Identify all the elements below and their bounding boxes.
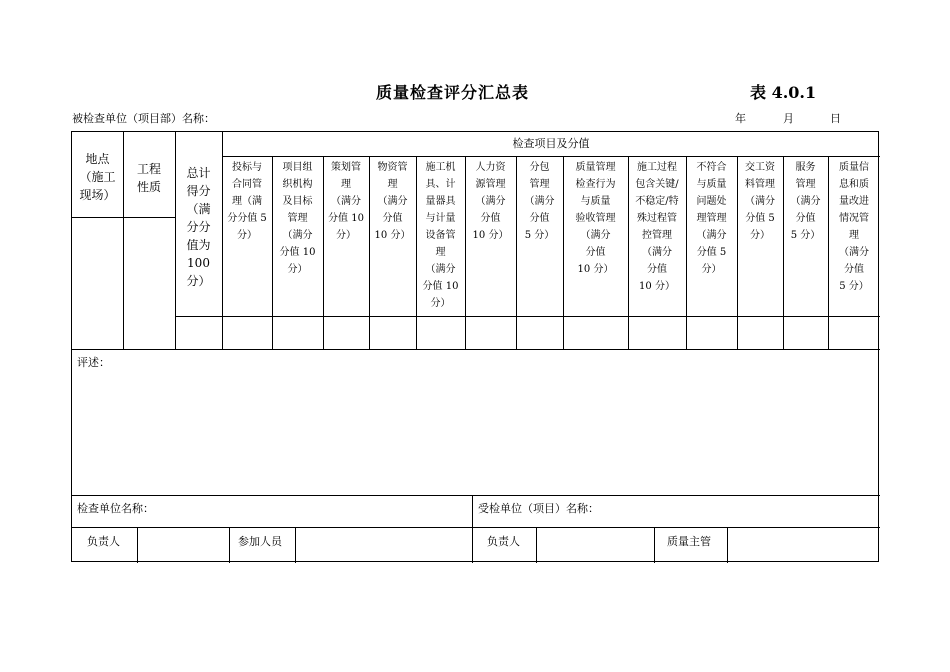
inspector-unit-label: 检查单位名称：	[77, 502, 154, 515]
rule-data-bottom	[72, 349, 880, 350]
comment-label: 评述：	[77, 356, 110, 369]
inspected-person-in-charge-label: 负责人	[487, 535, 520, 548]
nature-header: 工程 性质	[136, 162, 161, 194]
item-header-subcontract: 分包 管理 （满分 分值 5 分）	[524, 162, 555, 241]
item-header-quality-inspection: 质量管理 检查行为 与质量 验收管理 （满分 分值 10 分）	[575, 162, 616, 275]
quality-supervisor-label: 质量主管	[667, 535, 711, 548]
rule-unit-bottom	[72, 527, 880, 528]
item-header-equipment: 施工机 具、计 量器具 与计量 设备管 理 （满分 分值 10 分）	[422, 162, 459, 309]
rule-items-group	[222, 156, 880, 157]
participants-label: 参加人员	[238, 535, 282, 548]
table-number: 表 4.0.1	[750, 83, 817, 102]
item-header-organization: 项目组 织机构 及目标 管理 （满分 分值 10 分）	[279, 162, 316, 275]
day-label: 日	[830, 112, 841, 125]
item-header-planning: 策划管 理 （满分 分值 10 分）	[328, 162, 364, 241]
page-title: 质量检查评分汇总表	[376, 83, 530, 102]
location-header: 地点 （施工 现场）	[79, 152, 116, 202]
item-header-nonconformity: 不符合 与质量 问题处 理管理 （满分 分值 5 分）	[696, 162, 727, 275]
person-in-charge-label: 负责人	[87, 535, 120, 548]
item-header-quality-improvement: 质量信 息和质 量改进 情况管 理 （满分 分值 5 分）	[839, 162, 869, 292]
rule-header-bottom	[175, 316, 880, 317]
items-group-header: 检查项目及分值	[512, 137, 590, 150]
item-header-service: 服务 管理 （满分 分值 5 分）	[790, 162, 821, 241]
col-line	[295, 527, 296, 563]
quality-summary-table	[71, 131, 879, 562]
item-header-handover-docs: 交工资 料管理 （满分 分值 5 分）	[745, 162, 775, 241]
col-line	[229, 527, 230, 563]
col-line	[727, 527, 728, 563]
item-header-materials: 物资管 理 （满分 分值 10 分）	[374, 162, 411, 241]
col-line	[472, 495, 473, 563]
item-header-bidding: 投标与 合同管 理（满 分分值 5 分）	[227, 162, 267, 241]
total-score-header: 总计 得分 （满 分分 值为 100 分）	[186, 166, 211, 288]
month-label: 月	[783, 112, 794, 125]
year-label: 年	[735, 112, 746, 125]
col-line	[137, 527, 138, 563]
col-line	[654, 527, 655, 563]
inspected-project-label: 受检单位（项目）名称：	[478, 502, 599, 515]
rule-comment-bottom	[72, 495, 880, 496]
col-line	[536, 527, 537, 563]
inspected-unit-label: 被检查单位（项目部）名称：	[72, 112, 215, 125]
item-header-hr: 人力资 源管理 （满分 分值 10 分）	[472, 162, 509, 241]
item-header-process-control: 施工过程 包含关键/ 不稳定/特 殊过程管 控管理 （满分 分值 10 分）	[635, 162, 679, 292]
